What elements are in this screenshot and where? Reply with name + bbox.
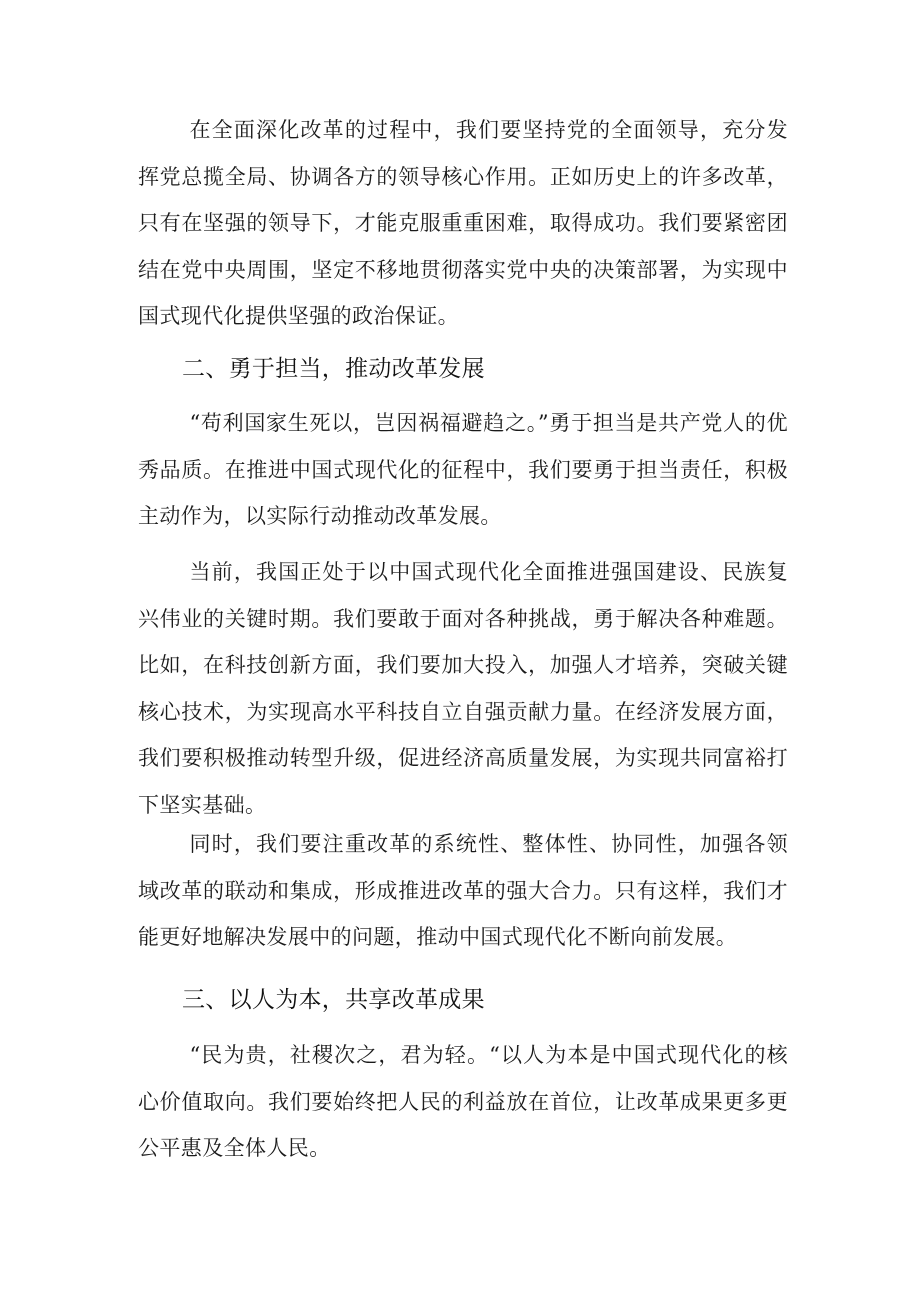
- paragraph-systematic-reform: 同时，我们要注重改革的系统性、整体性、协同性，加强各领域改革的联动和集成，形成推进改革的强大合力。只有这样，我们才能更好地解决发展中的问题，推动中国式现代化不断向前发展。: [138, 832, 788, 949]
- section-heading-two: 二、勇于担当，推动改革发展: [182, 356, 485, 382]
- section-heading-three: 三、以人为本，共享改革成果: [182, 987, 485, 1013]
- paragraph-current-period: 当前，我国正处于以中国式现代化全面推进强国建设、民族复兴伟业的关键时期。我们要敢于面对各种挑战，勇于解决各种难题。比如，在科技创新方面，我们要加大投入，加强人才培养，突破关键核心技术，为实现高水平科技自立自强贡献力量。在经济发展方面，我们要积极推动转型升级，促进经济高质量发展，为实现共同富裕打下坚实基础。: [138, 560, 788, 817]
- paragraph-responsibility-quote: “苟利国家生死以，岂因祸福避趋之。”勇于担当是共产党人的优秀品质。在推进中国式现代化的征程中，我们要勇于担当责任，积极主动作为，以实际行动推动改革发展。: [138, 411, 788, 528]
- paragraph-people-centered: “民为贵，社稷次之，君为轻。“以人为本是中国式现代化的核心价值取向。我们要始终把人民的利益放在首位，让改革成果更多更公平惠及全体人民。: [138, 1043, 788, 1160]
- paragraph-party-leadership: 在全面深化改革的过程中，我们要坚持党的全面领导，充分发挥党总揽全局、协调各方的领导核心作用。正如历史上的许多改革，只有在坚强的领导下，才能克服重重困难，取得成功。我们要紧密团结在党中央周围，坚定不移地贯彻落实党中央的决策部署，为实现中国式现代化提供坚强的政治保证。: [138, 118, 788, 328]
